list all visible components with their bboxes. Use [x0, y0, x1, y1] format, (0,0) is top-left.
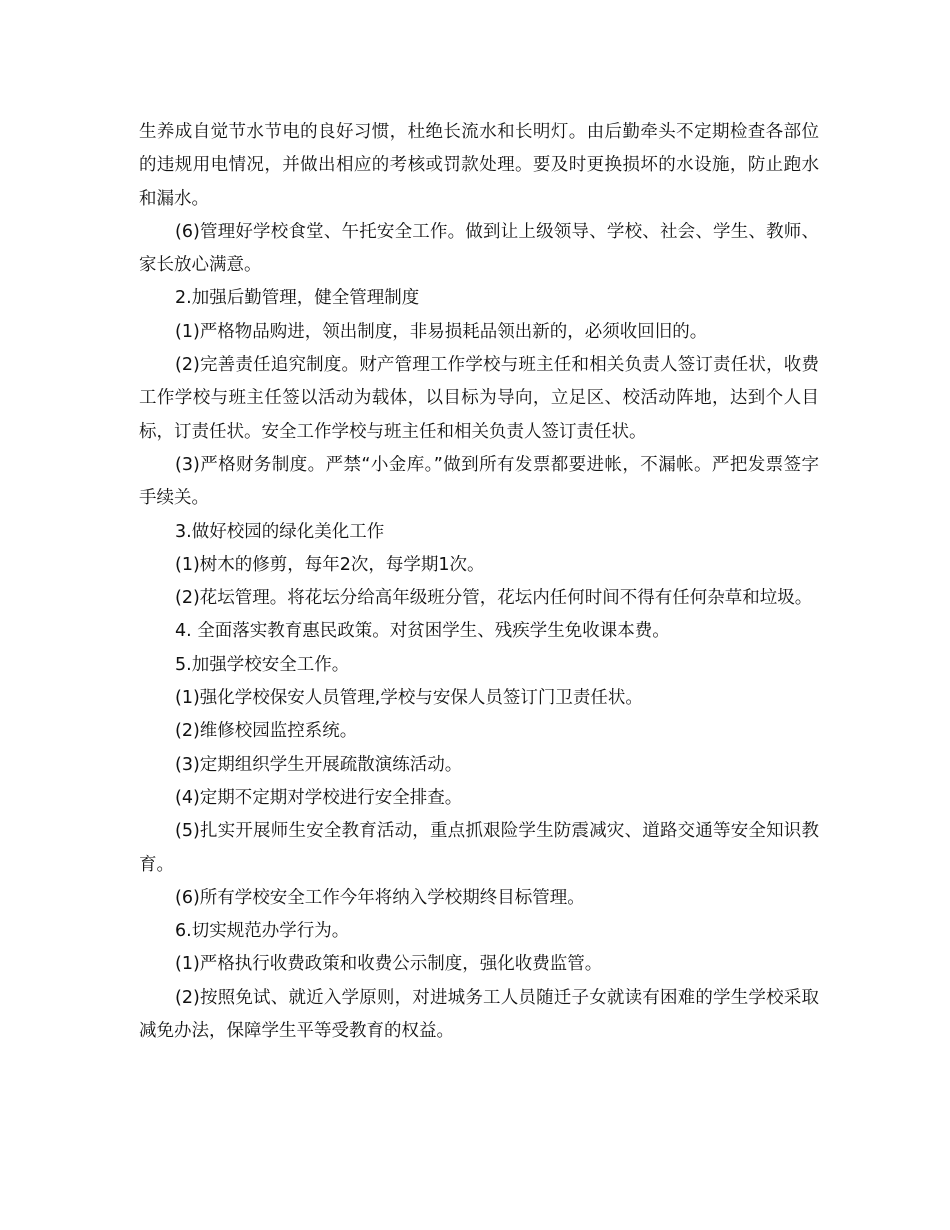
paragraph-12: (1)强化学校保安人员管理,学校与安保人员签订门卫责任状。 [175, 688, 643, 709]
document-body [139, 116, 819, 1048]
paragraph-13: (2)维修校园监控系统。 [175, 721, 358, 742]
paragraph-15: (4)定期不定期对学校进行安全排查。 [175, 787, 463, 808]
section-heading-6: 6.切实规范办学行为。 [175, 921, 350, 942]
paragraph-1: 生养成自觉节水节电的良好习惯，杜绝长流水和长明灯。由后勤牵头不定期检查各部位的违规用电情况，并做出相应的考核或罚款处理。要及时更换损坏的水设施，防止跑水和漏水。 [139, 122, 819, 209]
paragraph-20: (2)按照免试、就近入学原则，对进城务工人员随迁子女就读有困难的学生学校采取减免办法，保障学生平等受教育的权益。 [139, 987, 819, 1042]
paragraph-5: (2)完善责任追究制度。财产管理工作学校与班主任和相关负责人签订责任状，收费工作学校与班主任签以活动为载体，以目标为导向，立足区、校活动阵地，达到个人目标，订责任状。安全工作学校与班主任和相关负责人签订责任状。 [139, 355, 819, 442]
section-heading-4: 4. 全面落实教育惠民政策。对贫困学生、残疾学生免收课本费。 [175, 621, 670, 642]
paragraph-8: (1)树木的修剪，每年2次，每学期1次。 [175, 554, 485, 575]
paragraph-9: (2)花坛管理。将花坛分给高年级班分管，花坛内任何时间不得有任何杂草和垃圾。 [175, 588, 813, 609]
paragraph-19: (1)严格执行收费政策和收费公示制度，强化收费监管。 [175, 954, 603, 975]
paragraph-4: (1)严格物品购进，领出制度，非易损耗品领出新的，必须收回旧的。 [175, 321, 708, 342]
paragraph-6: (3)严格财务制度。严禁“小金库。”做到所有发票都要进帐，不漏帐。严把发票签字手续关。 [139, 454, 819, 509]
section-heading-5: 5.加强学校安全工作。 [175, 654, 350, 675]
paragraph-2: (6)管理好学校食堂、午托安全工作。做到让上级领导、学校、社会、学生、教师、家长放心满意。 [139, 221, 819, 276]
paragraph-14: (3)定期组织学生开展疏散演练活动。 [175, 754, 463, 775]
paragraph-16: (5)扎实开展师生安全教育活动，重点抓艰险学生防震减灾、道路交通等安全知识教育。 [139, 821, 819, 875]
section-heading-2: 2.加强后勤管理，健全管理制度 [175, 288, 420, 309]
paragraph-17: (6)所有学校安全工作今年将纳入学校期终目标管理。 [175, 887, 585, 908]
section-heading-3: 3.做好校园的绿化美化工作 [175, 521, 385, 542]
